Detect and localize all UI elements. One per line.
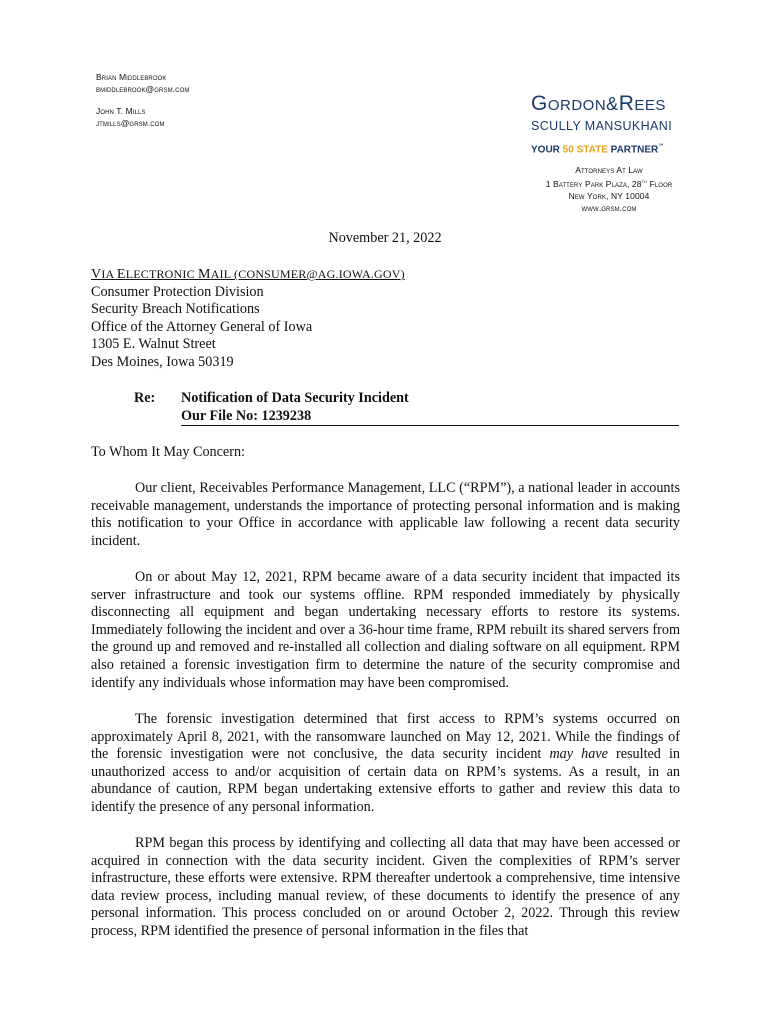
delivery-method [91, 266, 405, 284]
logo-subline: SCULLY MANSUKHANI [531, 119, 673, 133]
body-paragraph [91, 711, 680, 817]
re-block [134, 390, 409, 408]
paragraph-text: On or about May 12, 2021, RPM became aware of a data security incident that impacted its server infrastructure and took our systems offline. RPM responded immediately by physically disconnecting all equipment and began undertaking necessary efforts to restore its systems. Immediately following the incident and over a 36-hour time frame, RPM rebuilt its shared servers from the ground up and removed and re-installed all collection and dialing software on all equipment. RPM also retained a forensic investigation firm to determine the nature of the security compromise and identify any individuals whose information may have been compromised. [91, 569, 680, 691]
address-superscript: th [641, 179, 648, 185]
paragraph-text: Our client, Receivables Performance Management, LLC (“RPM”), a national leader in accounts receivable management, understands the importance of protecting personal information and is making this notification to your Office in accordance with applicable law following a recent data security incident. [91, 480, 680, 549]
contact-name: John T. Mills [96, 106, 146, 116]
logo-ampersand: & [606, 94, 619, 114]
contact-email: bmiddlebrook@grsm.com [96, 84, 190, 94]
recipient-line: Consumer Protection Division [91, 283, 264, 300]
paragraph-text: resulted in unauthorized access to and/or acquisition of certain data on RPM’s systems. As a result, in an abundance of caution, RPM began undertaking extensive efforts to gather and review this data to identify the presence of any personal information. [91, 746, 680, 815]
via-text: V [91, 267, 102, 282]
firm-logo [531, 92, 691, 157]
via-text: AIL [210, 267, 235, 281]
logo-word-rees: Rees [618, 92, 666, 115]
recipient-line: Des Moines, Iowa 50319 [91, 353, 234, 370]
address-text: 1 Battery Park Plaza, 28 [545, 178, 642, 189]
logo-word-gordon: Gordon [531, 92, 607, 115]
body-paragraph [91, 569, 680, 692]
re-label: Re: [134, 390, 156, 406]
firm-website: www.grsm.com [581, 202, 637, 213]
body-paragraph [91, 480, 680, 550]
paragraph-text: RPM began this process by identifying and collecting all data that may have been accessed or acquired in connection with the data security incident. Given the complexities of RPM’s server infrastructure, these efforts were extensive. RPM thereafter undertook a comprehensive, time intensive data review process, including manual review, of these documents to identify the presence of any personal information. This process concluded on or around October 2, 2022. Through this review process, RPM identified the presence of personal information in the files that [91, 835, 680, 939]
via-text: IA [101, 267, 117, 281]
recipient-email: (CONSUMER@AG.IOWA.GOV) [234, 267, 405, 281]
salutation: To Whom It May Concern: [91, 444, 245, 460]
letter-date: November 21, 2022 [328, 230, 442, 246]
emphasis-text: may have [549, 746, 608, 763]
via-text: M [198, 267, 211, 282]
via-text: LECTRONIC [125, 267, 199, 281]
recipient-line: 1305 E. Walnut Street [91, 336, 216, 353]
tagline-part: PARTNER [607, 144, 659, 156]
servicemark-symbol: ℠ [658, 144, 665, 150]
tagline-highlight: 50 STATE [562, 144, 608, 156]
recipient-line: Security Breach Notifications [91, 301, 260, 318]
tagline-part: YOUR [531, 144, 563, 156]
address-line: New York, NY 10004 [568, 190, 650, 201]
recipient-line: Office of the Attorney General of Iowa [91, 318, 313, 335]
recipient-block [91, 266, 405, 372]
paragraph-text: The forensic investigation determined that first access to RPM’s systems occurred on approximately April 8, 2021, with the ransomware launched on May 12, 2021. While the findings of the forensic investigation were not conclusive, the data security incident [91, 711, 680, 763]
contact-name: Brian Middlebrook [96, 72, 167, 82]
address-text: Floor [647, 178, 673, 189]
re-subject: Notification of Data Security Incident [181, 390, 409, 406]
logo-wordmark [531, 92, 691, 116]
via-text: E [116, 267, 126, 282]
re-file-number: Our File No: 1239238 [181, 408, 679, 427]
sender-contacts [96, 71, 189, 129]
firm-address [520, 164, 698, 214]
logo-tagline [531, 140, 691, 157]
address-line: Attorneys At Law [575, 165, 643, 175]
body-paragraph [91, 835, 680, 941]
contact-email: jtmills@grsm.com [96, 118, 165, 128]
address-line [520, 176, 698, 190]
